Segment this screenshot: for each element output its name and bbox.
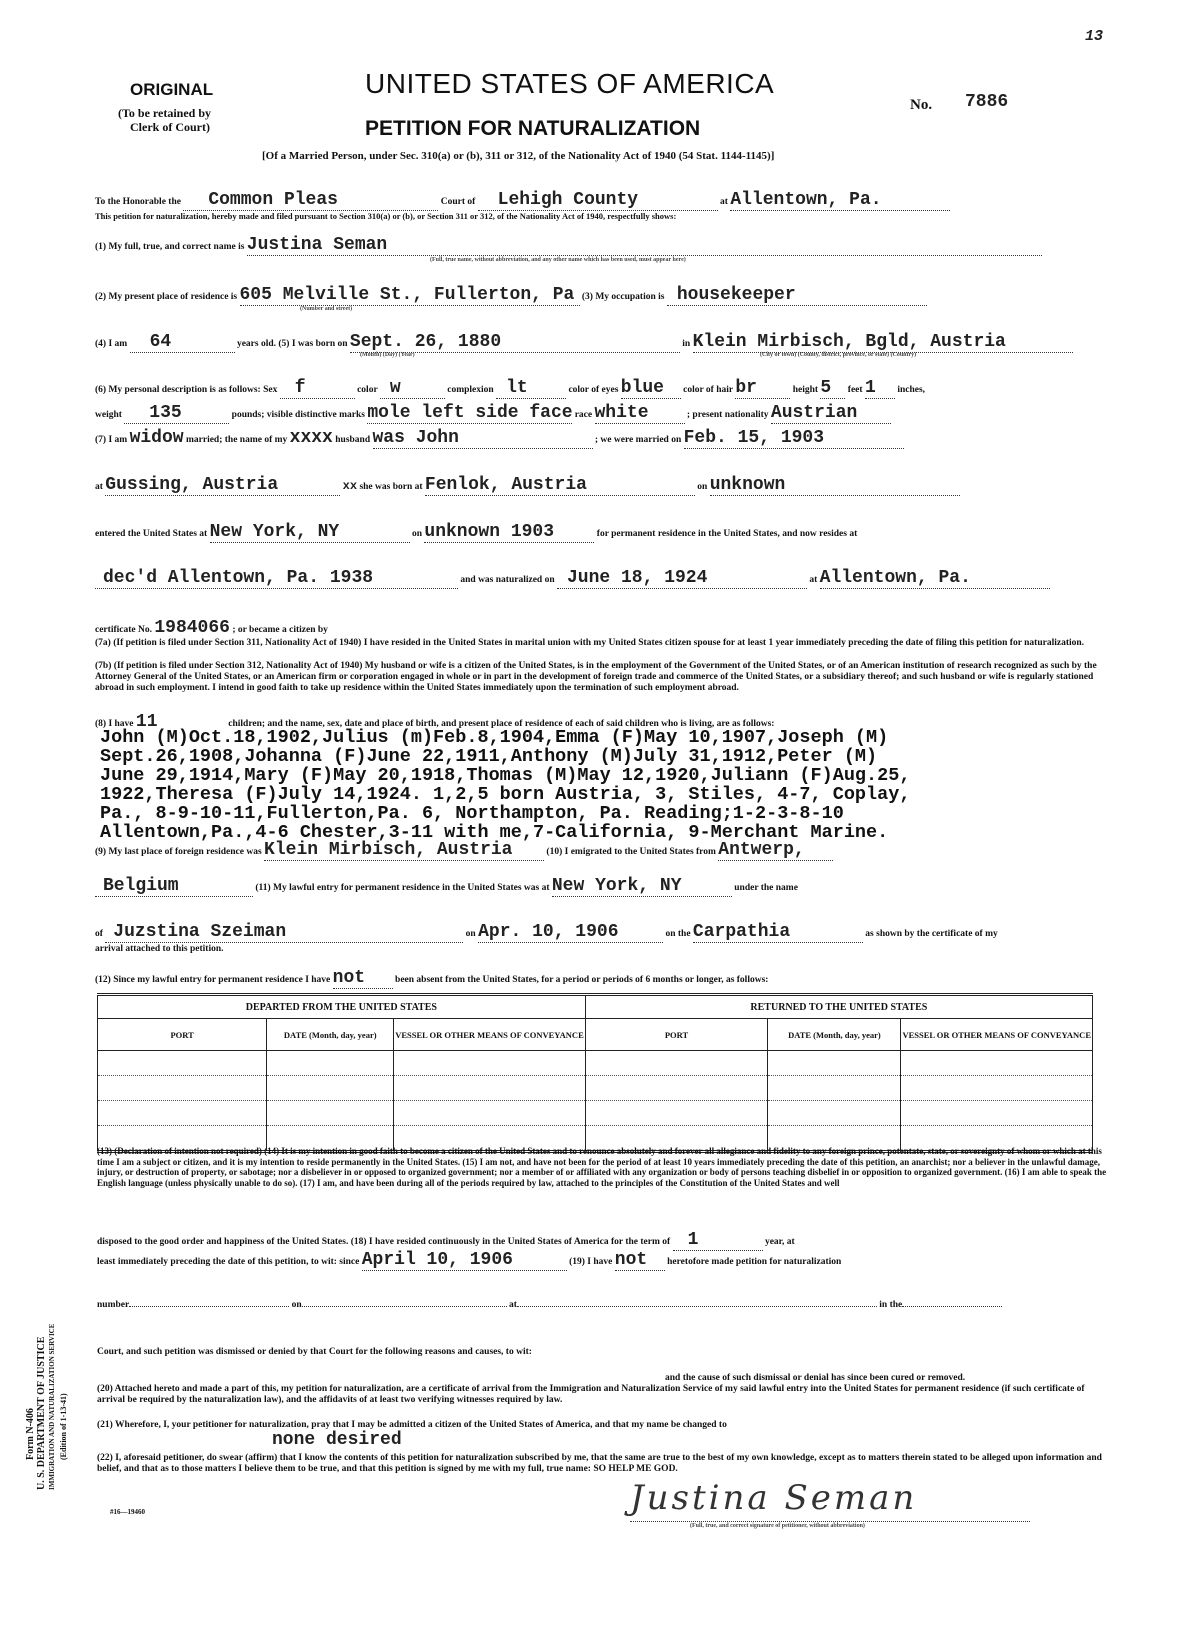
label: on <box>291 1300 302 1310</box>
departed-header: DEPARTED FROM THE UNITED STATES <box>98 995 586 1019</box>
label: color of eyes <box>568 385 619 395</box>
label: (8) I have <box>95 719 134 729</box>
spouse-birthplace: Fenlok, Austria <box>425 475 695 496</box>
number-label: No. <box>910 97 933 113</box>
column-header: DATE (Month, day, year) <box>267 1019 394 1051</box>
sections-13-17: (13) (Declaration of intention not required) (14) It is my intention in good faith to become a citizen of the United States and to renounce absolutely and forever all allegiance and fidelity to any foreign prince, potentate, state, or sovereignty of whom or which at this time I am a subject or citizen, and it is my intention to reside permanently in the United States. (15) I am not, and have not been for the period of at least 10 years immediately preceding the date of this petition, an anarchist; nor a believer in the unlawful damage, injury, or destruction of property, or sabotage; nor a disbeliever in or opposed to organized government; nor a member of or affiliated with any organization or body of persons teaching disbelief in or opposition to organized government. (16) I am able to speak the English language (unless physically unable to do so). (17) I am, and have been during all of the periods required by law, attached to the principles of the Constitution of the United States and well <box>97 1146 1107 1188</box>
label: pounds; visible distinctive marks <box>231 410 365 420</box>
description-row <box>95 378 925 399</box>
dismissal-cured-text: and the cause of such dismissal or denial has since been cured or removed. <box>665 1373 966 1383</box>
label: entered the United States at <box>95 529 208 539</box>
color: w <box>380 378 445 399</box>
label: on <box>411 529 423 539</box>
column-header: DATE (Month, day, year) <box>768 1019 901 1051</box>
form-code: #16—19460 <box>110 1508 145 1516</box>
absence-row <box>95 968 768 989</box>
residence-row <box>95 285 927 306</box>
spouse-naturalization-date: June 18, 1924 <box>557 568 807 589</box>
petition-number: 7886 <box>965 92 1009 112</box>
birth-place: Klein Mirbisch, Bgld, Austria <box>693 332 1073 353</box>
label: (9) My last place of foreign residence was <box>95 847 262 857</box>
name-row <box>95 235 1042 256</box>
label: in <box>682 339 691 349</box>
residence-since: April 10, 1906 <box>362 1250 567 1271</box>
label: race <box>574 410 593 420</box>
label: (4) I am <box>95 339 128 349</box>
label: color <box>357 385 378 395</box>
occupation: housekeeper <box>667 285 927 306</box>
foreign-residence-row <box>95 840 833 861</box>
entry-name-row <box>95 922 998 943</box>
court-name: Common Pleas <box>183 190 438 211</box>
page-title: PETITION FOR NATURALIZATION <box>365 117 701 140</box>
label: least immediately preceding the date of this petition, to wit: since <box>97 1257 360 1267</box>
spouse-residence: dec'd Allentown, Pa. 1938 <box>95 568 458 589</box>
label: (7) I am <box>95 435 128 445</box>
label: on the <box>665 929 691 939</box>
label: ; we were married on <box>594 435 682 445</box>
label: ; present nationality <box>686 410 769 420</box>
label: (19) I have <box>569 1257 613 1267</box>
residence-since-row <box>97 1250 841 1271</box>
petitioner-signature: Justina Seman <box>630 1478 918 1518</box>
label: under the name <box>734 883 798 893</box>
spouse-entry-date: unknown 1903 <box>424 522 594 543</box>
table-row <box>98 1101 1093 1126</box>
hair-color: br <box>735 378 790 399</box>
certificate-number: 1984066 <box>154 618 230 638</box>
label: children; and the name, sex, date and place of birth, and present place of residence of each of said children who is living, are as follows: <box>228 719 775 729</box>
age-birth-row <box>95 332 1073 353</box>
residence: 605 Melville St., Fullerton, Pa <box>240 285 580 306</box>
spouse-naturalization-place: Allentown, Pa. <box>820 568 1050 589</box>
arrival-note: arrival attached to this petition. <box>95 944 224 954</box>
label: (12) Since my lawful entry for permanent residence I have <box>95 975 331 985</box>
label: been absent from the United States, for a period or periods of 6 months or longer, as follows: <box>395 975 769 985</box>
label: feet <box>847 385 863 395</box>
prior-petition-row <box>97 1300 1002 1310</box>
sex: f <box>280 378 355 399</box>
label: of <box>95 929 103 939</box>
corner-mark: 13 <box>1085 28 1104 45</box>
label: years old. (5) I was born on <box>236 339 348 349</box>
children-line: June 29,1914,Mary (F)May 20,1918,Thomas (M)May 12,1920,Juliann (F)Aug.25, <box>100 765 911 786</box>
column-header: PORT <box>98 1019 267 1051</box>
caption: (Month) (Day) (Year) <box>360 352 415 358</box>
original-label: ORIGINAL <box>130 80 214 99</box>
label: color of hair <box>683 385 733 395</box>
label: ; or became a citizen by <box>232 625 328 635</box>
label: complexion <box>447 385 494 395</box>
age: 64 <box>130 332 235 353</box>
section-7a: (7a) (If petition is filed under Section 311, Nationality Act of 1940) I have resided in the United States in marital union with my United States citizen spouse for at least 1 year immediately preceding the date of filing this petition for naturalization. <box>95 638 1085 648</box>
label: husband <box>335 435 371 445</box>
height-feet: 5 <box>820 378 845 399</box>
retained-note: (To be retained by <box>118 106 212 120</box>
signature-caption: (Full, true, and correct signature of petitioner, without abbreviation) <box>690 1523 865 1529</box>
marital-status: widow <box>129 428 184 448</box>
certificate-row <box>95 618 328 638</box>
label: at <box>509 1300 517 1310</box>
nationality: Austrian <box>771 403 891 424</box>
label: To the Honorable the <box>95 197 181 207</box>
children-line: Allentown,Pa.,4-6 Chester,3-11 with me,7-California, 9-Merchant Marine. <box>100 822 889 843</box>
department: U. S. DEPARTMENT OF JUSTICE <box>36 1336 47 1490</box>
label: at <box>95 482 103 492</box>
marital-row <box>95 428 904 449</box>
caption: (Number and street) <box>300 306 353 312</box>
country-heading: UNITED STATES OF AMERICA <box>365 68 775 99</box>
entry-row <box>95 876 798 897</box>
label: as shown by the certificate of my <box>865 929 998 939</box>
residence-term-row <box>97 1230 795 1251</box>
birth-date: Sept. 26, 1880 <box>350 332 680 353</box>
label: (6) My personal description is as follows: Sex <box>95 385 278 395</box>
label: married; the name of my <box>185 435 288 445</box>
entry-name: Juzstina Szeiman <box>105 922 463 943</box>
emigrated-country: Belgium <box>95 876 253 897</box>
label: height <box>792 385 819 395</box>
complexion: lt <box>496 378 566 399</box>
children-count: 11 <box>135 712 158 732</box>
name-change: none desired <box>272 1430 402 1450</box>
label: at <box>809 575 818 585</box>
court-city: Allentown, Pa. <box>730 190 950 211</box>
label: inches, <box>897 385 926 395</box>
weight: 135 <box>124 403 229 424</box>
eye-color: blue <box>621 378 681 399</box>
label: (1) My full, true, and correct name is <box>95 242 245 252</box>
section-20: (20) Attached hereto and made a part of this, my petition for naturalization, are a certificate of arrival from the Immigration and Naturalization Service of my said lawful entry into the United States for permanent residence (if such certificate of arrival be required by the naturalization law), and the affidavits of at least two verifying witnesses required by law. <box>97 1384 1085 1405</box>
label: on <box>697 482 708 492</box>
spouse-name: was John <box>373 428 593 449</box>
marriage-place-row <box>95 475 960 496</box>
label: (2) My present place of residence is <box>95 292 238 302</box>
form-number: Form N-406 <box>25 1408 36 1460</box>
section-7b: (7b) (If petition is filed under Section 312, Nationality Act of 1940) My husband or wife is a citizen of the United States, is in the employment of the Government of the United States, or of an American institution of research recognized as such by the Attorney General of the United States, or an American firm or corporation engaged in whole or in part in the development of foreign trade and commerce of the United States, or a subsidiary thereof; and such husband or wife is regularly stationed abroad in such employment. I intend in good faith to take up residence within the United States immediately upon the termination of such employment abroad. <box>95 661 1097 693</box>
spouse-entry-port: New York, NY <box>210 522 410 543</box>
spouse-residence-row <box>95 568 1050 589</box>
caption: (Full, true name, without abbreviation, and any other name which has been used, must appear here) <box>430 257 686 263</box>
form-sidebar <box>25 1324 69 1490</box>
table-row <box>98 1076 1093 1101</box>
spouse-birthdate: unknown <box>710 475 960 496</box>
label: and was naturalized on <box>460 575 555 585</box>
vessel: Carpathia <box>693 922 863 943</box>
residence-term: 1 <box>673 1230 763 1251</box>
table-row <box>98 1051 1093 1076</box>
label: on <box>465 929 476 939</box>
caption: (City or town) (County, district, province, or state) (Country) <box>760 352 917 358</box>
race: white <box>595 403 685 424</box>
subtitle: [Of a Married Person, under Sec. 310(a) or (b), 311 or 312, of the Nationality Act of 1940 (54 Stat. 1144-1145)] <box>262 150 775 162</box>
court-row <box>95 190 950 211</box>
edition: (Edition of 1-13-41) <box>59 1393 68 1460</box>
dismissal-text: Court, and such petition was dismissed or denied by that Court for the following reasons and causes, to wit: <box>97 1347 532 1357</box>
section-21: (21) Wherefore, I, your petitioner for naturalization, pray that I may be admitted a citizen of the United States of America, and that my name be changed to <box>97 1420 727 1430</box>
full-name: Justina Seman <box>247 235 1042 256</box>
children-line: John (M)Oct.18,1902,Julius (m)Feb.8,1904,Emma (F)May 10,1907,Joseph (M) <box>100 727 889 748</box>
label: Court of <box>440 197 476 207</box>
label: disposed to the good order and happiness of the United States. (18) I have resided continuously in the United States of America for the term of <box>97 1237 671 1247</box>
emigrated-from: Antwerp, <box>718 840 833 861</box>
returned-header: RETURNED TO THE UNITED STATES <box>585 995 1092 1019</box>
marriage-date: Feb. 15, 1903 <box>684 428 904 449</box>
struck-out: xxxx <box>289 428 333 448</box>
column-header: VESSEL OR OTHER MEANS OF CONVEYANCE <box>394 1019 586 1051</box>
label: (11) My lawful entry for permanent residence in the United States was at <box>255 883 550 893</box>
label: she was born at <box>359 482 423 492</box>
children-line: Sept.26,1908,Johanna (F)June 22,1911,Anthony (M)July 31,1912,Peter (M) <box>100 746 878 767</box>
children-list <box>100 728 910 842</box>
service: IMMIGRATION AND NATURALIZATION SERVICE <box>48 1323 56 1490</box>
label: year, at <box>764 1237 795 1247</box>
label: (3) My occupation is <box>581 292 665 302</box>
column-header: PORT <box>585 1019 768 1051</box>
prior-petition: not <box>615 1250 665 1271</box>
label: at <box>720 197 728 207</box>
struck-out: xx <box>342 479 358 493</box>
distinctive-marks: mole left side face <box>367 403 573 423</box>
absence-table <box>97 993 1093 1153</box>
intro-text: This petition for naturalization, hereby made and filed pursuant to Section 310(a) or (b), or Section 311 or 312, of the Nationality Act of 1940, respectfully shows: <box>95 211 677 221</box>
spouse-entry-row <box>95 522 857 543</box>
label: for permanent residence in the United States, and now resides at <box>596 529 858 539</box>
label: heretofore made petition for naturalization <box>667 1257 842 1267</box>
label: number <box>97 1300 130 1310</box>
weight-row <box>95 403 891 424</box>
children-line: Pa., 8-9-10-11,Fullerton,Pa. 6, Northampton, Pa. Reading;1-2-3-8-10 <box>100 803 844 824</box>
clerk-note: Clerk of Court) <box>130 120 210 134</box>
absence-status: not <box>333 968 393 989</box>
label: (10) I emigrated to the United States from <box>546 847 716 857</box>
last-foreign-residence: Klein Mirbisch, Austria <box>264 840 544 861</box>
children-line: 1922,Theresa (F)July 14,1924. 1,2,5 born Austria, 3, Stiles, 4-7, Coplay, <box>100 784 911 805</box>
marriage-place: Gussing, Austria <box>105 475 340 496</box>
label: in the <box>879 1300 903 1310</box>
height-inches: 1 <box>865 378 895 399</box>
label: certificate No. <box>95 625 152 635</box>
section-22-oath: (22) I, aforesaid petitioner, do swear (affirm) that I know the contents of this petition for naturalization subscribed by me, that the same are true to the best of my own knowledge, except as to matters therein stated to be alleged upon information and belief, and that as to those matters I believe them to be true, and that this petition is signed by me with my full, true name: SO HELP ME GOD. <box>97 1453 1102 1474</box>
column-header: VESSEL OR OTHER MEANS OF CONVEYANCE <box>901 1019 1093 1051</box>
label: weight <box>95 410 122 420</box>
county: Lehigh County <box>478 190 718 211</box>
entry-port: New York, NY <box>552 876 732 897</box>
entry-date: Apr. 10, 1906 <box>478 922 663 943</box>
